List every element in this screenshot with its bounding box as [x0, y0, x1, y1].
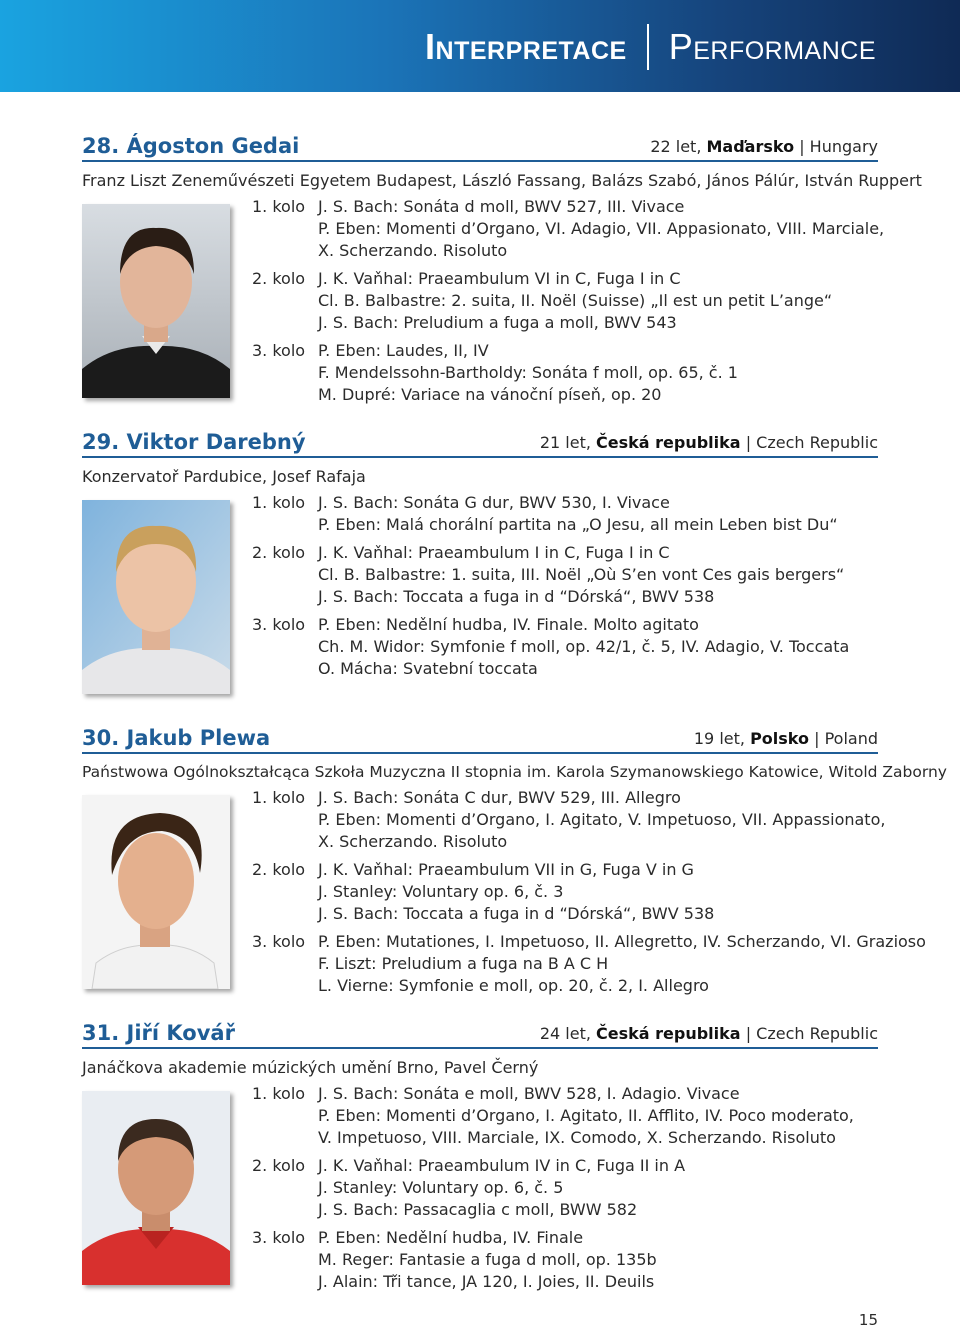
- piece: F. Liszt: Preludium a fuga na B A C H: [318, 954, 609, 973]
- piece: J. Stanley: Voluntary op. 6, č. 3: [318, 882, 564, 901]
- round-label: 1. kolo: [252, 1084, 306, 1103]
- competitor-photo: [82, 795, 230, 989]
- round-label: 2. kolo: [252, 860, 306, 879]
- round-pieces: [318, 1227, 878, 1293]
- round-pieces: [318, 931, 926, 997]
- school-teacher: Janáčkova akademie múzických umění Brno, Pavel Černý: [82, 1058, 539, 1077]
- section-title-en: Performance: [668, 26, 876, 67]
- piece: J. S. Bach: Toccata a fuga in d “Dórská“, BWV 538: [318, 904, 715, 923]
- competitor-meta: [540, 1024, 878, 1043]
- round: [252, 614, 878, 680]
- piece: P. Eben: Malá chorální partita na „O Jesu, all mein Leben bist Du“: [318, 515, 838, 534]
- round: [252, 787, 886, 853]
- round-pieces: [318, 787, 885, 853]
- piece: J. K. Vaňhal: Praeambulum I in C, Fuga I in C: [318, 543, 670, 562]
- competitor-photo: [82, 1091, 230, 1285]
- round: [252, 196, 885, 262]
- competitor-meta: [694, 729, 878, 748]
- piece: J. S. Bach: Sonáta G dur, BWV 530, I. Vivace: [318, 493, 670, 512]
- round-pieces: [318, 542, 878, 608]
- country-cz: Česká republika: [596, 1024, 741, 1043]
- school-teacher: Konzervatoř Pardubice, Josef Rafaja: [82, 467, 366, 486]
- round-label: 3. kolo: [252, 341, 306, 360]
- competitor-name: 31. Jiří Kovář: [82, 1021, 235, 1045]
- country-en: Hungary: [809, 137, 878, 156]
- competitor-meta: [650, 137, 878, 156]
- competitor-entry: [82, 1015, 878, 1291]
- meta-separator: |: [814, 729, 820, 748]
- piece: Cl. B. Balbastre: 1. suita, III. Noël „Où S’en vont Ces gais bergers“: [318, 565, 845, 584]
- competitor-age: 21 let,: [539, 433, 591, 452]
- round: [252, 268, 878, 334]
- section-title: [425, 22, 876, 72]
- round-pieces: [318, 1155, 878, 1221]
- competitor-name: 30. Jakub Plewa: [82, 726, 271, 750]
- school-teacher: Państwowa Ogólnokształcąca Szkoła Muzyczna II stopnia im. Karola Szymanowskiego Katowice, Witold Zaborny: [82, 763, 947, 781]
- round-pieces: [318, 492, 878, 536]
- country-cz: Maďarsko: [706, 137, 795, 156]
- competitor-entry: [82, 424, 878, 678]
- country-en: Poland: [824, 729, 878, 748]
- header-banner: [0, 0, 960, 92]
- round-label: 3. kolo: [252, 1228, 306, 1247]
- entry-header: [82, 128, 878, 162]
- piece: L. Vierne: Symfonie e moll, op. 20, č. 2, I. Allegro: [318, 976, 709, 995]
- entry-header: [82, 1015, 878, 1049]
- meta-separator: |: [745, 433, 752, 452]
- round-label: 1. kolo: [252, 788, 306, 807]
- piece: Cl. B. Balbastre: 2. suita, II. Noël (Suisse) „Il est un petit L’ange“: [318, 291, 833, 310]
- page-number: 15: [858, 1311, 878, 1329]
- round-label: 2. kolo: [252, 543, 306, 562]
- competitor-name: 29. Viktor Darebný: [82, 430, 306, 454]
- program-rounds: [252, 196, 885, 412]
- country-cz: Česká republika: [596, 433, 741, 452]
- round-pieces: [318, 859, 878, 925]
- piece: F. Mendelssohn-Bartholdy: Sonáta f moll, op. 65, č. 1: [318, 363, 738, 382]
- piece: O. Mácha: Svatební toccata: [318, 659, 538, 678]
- piece: P. Eben: Momenti d’Organo, VI. Adagio, VII. Appasionato, VIII. Marciale,: [318, 219, 885, 238]
- competitor-age: 22 let,: [650, 137, 702, 156]
- piece: J. S. Bach: Toccata a fuga in d “Dórská“, BWV 538: [318, 587, 715, 606]
- meta-separator: |: [745, 1024, 752, 1043]
- round-label: 3. kolo: [252, 615, 306, 634]
- piece: X. Scherzando. Risoluto: [318, 832, 508, 851]
- competitor-meta: [540, 433, 878, 452]
- piece: Ch. M. Widor: Symfonie f moll, op. 42/1, č. 5, IV. Adagio, V. Toccata: [318, 637, 850, 656]
- piece: P. Eben: Nedělní hudba, IV. Finale. Molto agitato: [318, 615, 699, 634]
- round: [252, 542, 878, 608]
- round-pieces: [318, 196, 884, 262]
- round-label: 1. kolo: [252, 493, 306, 512]
- round-label: 1. kolo: [252, 197, 306, 216]
- round-pieces: [318, 614, 878, 680]
- round: [252, 340, 878, 406]
- piece: P. Eben: Laudes, II, IV: [318, 341, 489, 360]
- competitor-name: 28. Ágoston Gedai: [82, 134, 300, 158]
- round-label: 3. kolo: [252, 932, 306, 951]
- piece: J. Alain: Tři tance, JA 120, I. Joies, II. Deuils: [318, 1272, 655, 1291]
- round: [252, 1155, 878, 1221]
- round-pieces: [318, 340, 878, 406]
- competitor-entry: [82, 128, 922, 404]
- piece: J. S. Bach: Preludium a fuga a moll, BWV 543: [318, 313, 677, 332]
- section-title-cz: Interpretace: [425, 26, 627, 67]
- title-divider: [647, 24, 649, 70]
- piece: M. Reger: Fantasie a fuga d moll, op. 135b: [318, 1250, 657, 1269]
- country-en: Czech Republic: [756, 433, 878, 452]
- program-rounds: [252, 492, 878, 686]
- piece: J. K. Vaňhal: Praeambulum VII in G, Fuga V in G: [318, 860, 694, 879]
- piece: J. K. Vaňhal: Praeambulum VI in C, Fuga I in C: [318, 269, 681, 288]
- competitor-photo: [82, 204, 230, 398]
- entry-header: [82, 720, 878, 754]
- piece: J. S. Bach: Sonáta e moll, BWV 528, I. Adagio. Vivace: [318, 1084, 740, 1103]
- piece: P. Eben: Momenti d’Organo, I. Agitato, V. Impetuoso, VII. Appassionato,: [318, 810, 886, 829]
- piece: P. Eben: Nedělní hudba, IV. Finale: [318, 1228, 584, 1247]
- competitor-age: 24 let,: [539, 1024, 591, 1043]
- country-cz: Polsko: [750, 729, 809, 748]
- competitor-photo: [82, 500, 230, 694]
- piece: J. Stanley: Voluntary op. 6, č. 5: [318, 1178, 564, 1197]
- competitor-entry: [82, 720, 947, 995]
- round: [252, 931, 926, 997]
- round-label: 2. kolo: [252, 269, 306, 288]
- round-pieces: [318, 1083, 878, 1149]
- round: [252, 1227, 878, 1293]
- competitor-age: 19 let,: [693, 729, 745, 748]
- program-rounds: [252, 787, 926, 1003]
- round-label: 2. kolo: [252, 1156, 306, 1175]
- piece: X. Scherzando. Risoluto: [318, 241, 508, 260]
- country-en: Czech Republic: [756, 1024, 878, 1043]
- round: [252, 1083, 878, 1149]
- meta-separator: |: [799, 137, 805, 156]
- piece: J. K. Vaňhal: Praeambulum IV in C, Fuga II in A: [318, 1156, 686, 1175]
- entry-header: [82, 424, 878, 458]
- round: [252, 859, 878, 925]
- piece: J. S. Bach: Sonáta C dur, BWV 529, III. Allegro: [318, 788, 681, 807]
- piece: J. S. Bach: Sonáta d moll, BWV 527, III. Vivace: [318, 197, 685, 216]
- school-teacher: Franz Liszt Zeneművészeti Egyetem Budapest, László Fassang, Balázs Szabó, János Pálúr, István Ruppert: [82, 171, 922, 190]
- piece: V. Impetuoso, VIII. Marciale, IX. Comodo, X. Scherzando. Risoluto: [318, 1128, 836, 1147]
- round-pieces: [318, 268, 878, 334]
- piece: P. Eben: Momenti d’Organo, I. Agitato, II. Afflito, IV. Poco moderato,: [318, 1106, 854, 1125]
- program-rounds: [252, 1083, 878, 1299]
- piece: P. Eben: Mutationes, I. Impetuoso, II. Allegretto, IV. Scherzando, VI. Grazioso: [318, 932, 926, 951]
- piece: J. S. Bach: Passacaglia c moll, BWW 582: [318, 1200, 638, 1219]
- round: [252, 492, 878, 536]
- piece: M. Dupré: Variace na vánoční píseň, op. 20: [318, 385, 662, 404]
